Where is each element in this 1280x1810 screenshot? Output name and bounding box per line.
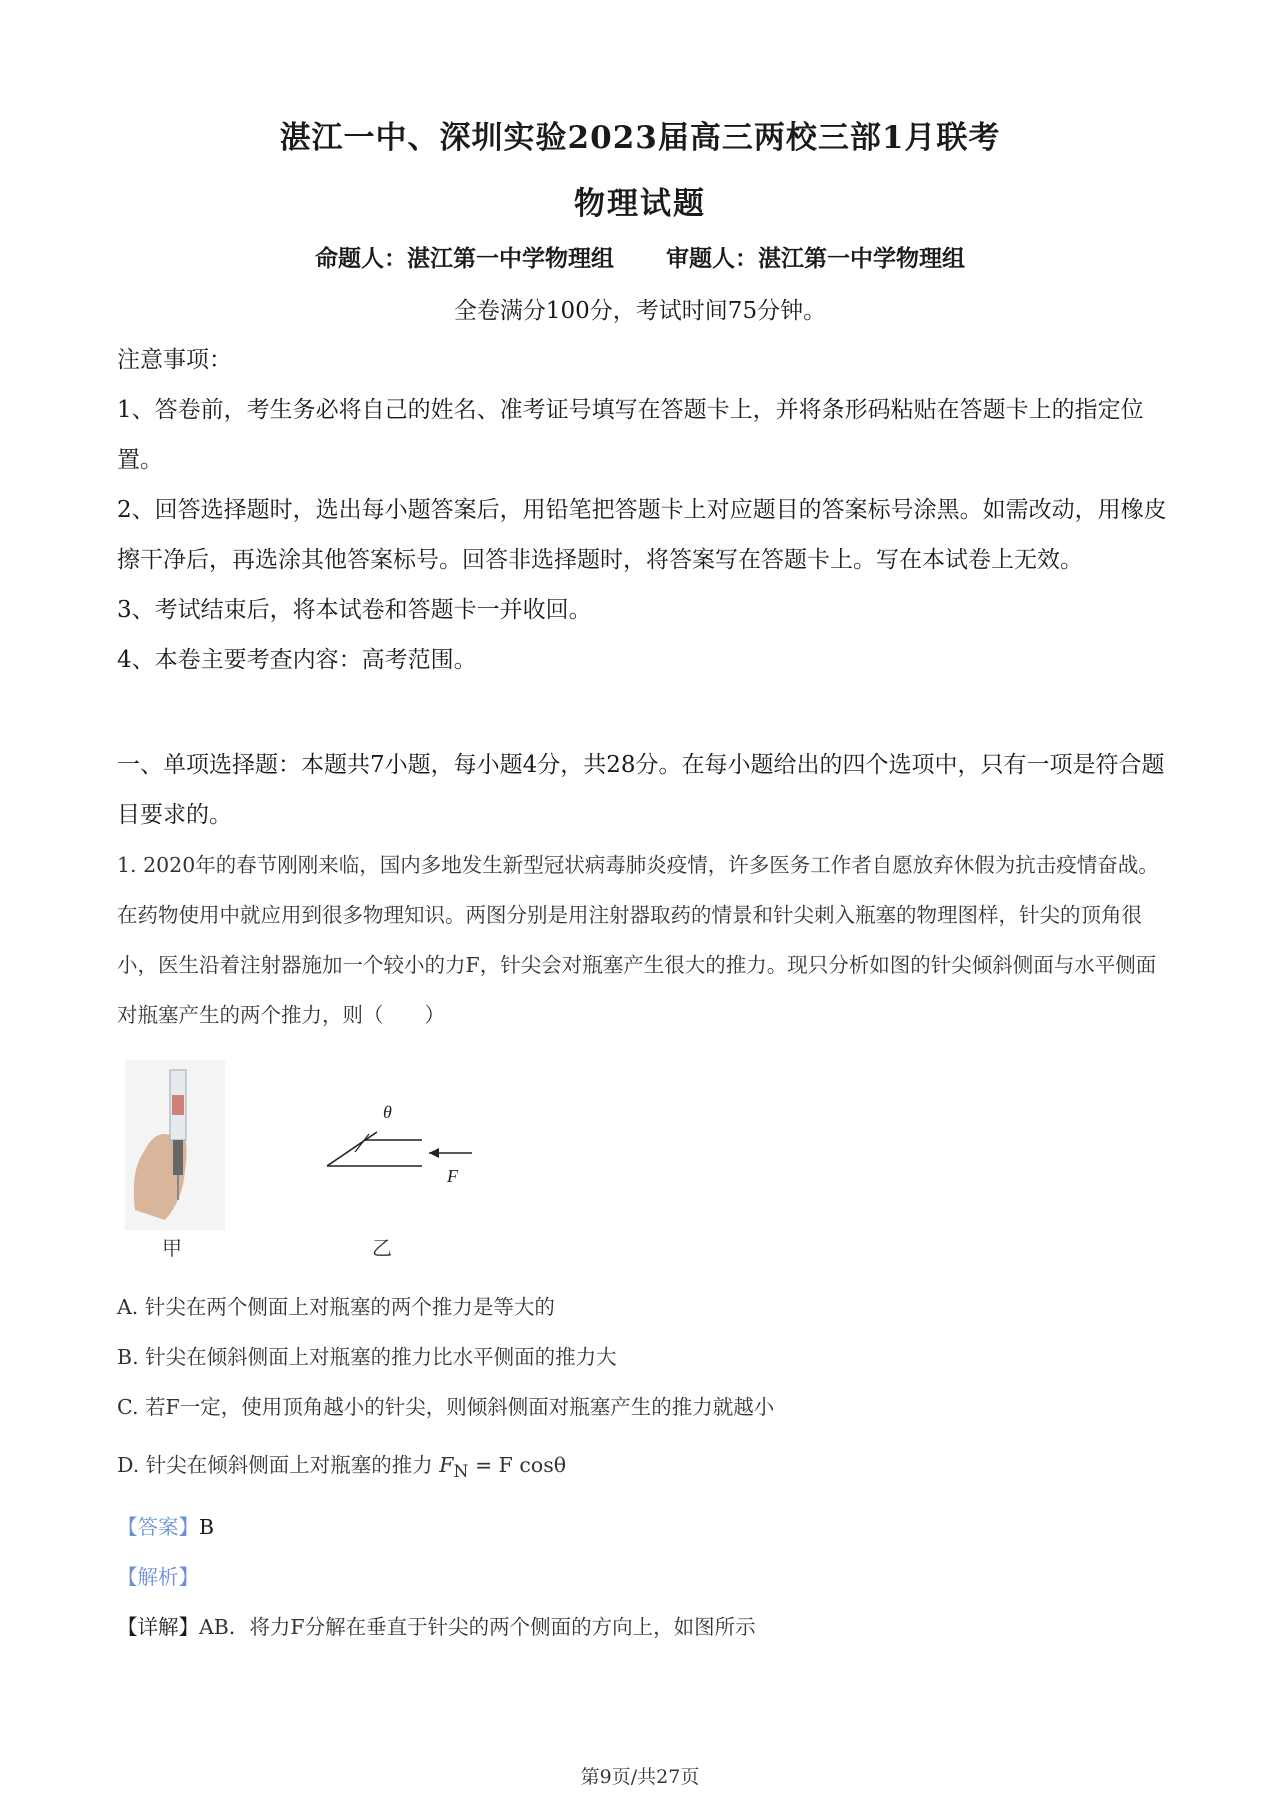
question-figure	[117, 1060, 617, 1270]
note-item: 4、本卷主要考查内容：高考范围。	[117, 647, 477, 673]
option-a: A. 针尖在两个侧面上对瓶塞的两个推力是等大的	[117, 1295, 555, 1319]
force-subscript: N	[453, 1462, 469, 1483]
answer-tag: 【答案】	[117, 1515, 199, 1539]
detail-text: AB．将力F分解在垂直于针尖的两个侧面的方向上，如图所示	[199, 1615, 756, 1639]
page-number: 第9页/共27页	[580, 1766, 700, 1788]
detail-line	[117, 1610, 756, 1640]
needle-diagram	[317, 1090, 617, 1210]
notes-list	[117, 385, 1172, 685]
exam-title: 湛江一中、深圳实验2023届高三两校三部1月联考	[279, 120, 1001, 156]
exam-subtitle: 物理试题	[574, 186, 706, 222]
theta-label: θ	[383, 1102, 392, 1122]
authors-line	[0, 240, 1280, 273]
answer-line	[117, 1510, 214, 1540]
answer-value: B	[199, 1515, 215, 1539]
force-label: F	[447, 1166, 458, 1186]
option-b: B. 针尖在倾斜侧面上对瓶塞的推力比水平侧面的推力大	[117, 1345, 617, 1369]
analysis-tag: 【解析】	[117, 1565, 199, 1589]
author-label: 命题人：湛江第一中学物理组	[315, 245, 614, 272]
option-c: C. 若F一定，使用顶角越小的针尖，则倾斜侧面对瓶塞产生的推力就越小	[117, 1395, 775, 1419]
caption-jia: 甲	[162, 1236, 182, 1260]
notes-heading: 注意事项：	[117, 347, 232, 373]
section-heading: 一、单项选择题：本题共7小题，每小题4分，共28分。在每小题给出的四个选项中，只有一项是符合题目要求的。	[117, 752, 1165, 828]
option-d-formula: = F cosθ	[468, 1453, 567, 1477]
exam-info: 全卷满分100分，考试时间75分钟。	[453, 298, 827, 324]
caption-yi: 乙	[372, 1236, 392, 1260]
force-symbol: F	[439, 1453, 454, 1477]
syringe-photo	[125, 1060, 225, 1230]
question-stem: 1. 2020年的春节刚刚来临，国内多地发生新型冠状病毒肺炎疫情，许多医务工作者自愿放弃休假为抗击疫情奋战。在药物使用中就应用到很多物理知识。两图分别是用注射器取药的情景和针尖刺入瓶塞的物理图样，针尖的顶角很小，医生沿着注射器施加一个较小的力F，针尖会对瓶塞产生很大的推力。现只分析如图的针尖倾斜侧面与水平侧面对瓶塞产生的两个推力，则（ ）	[117, 853, 1159, 1027]
note-item: 2、回答选择题时，选出每小题答案后，用铅笔把答题卡上对应题目的答案标号涂黑。如需改动，用橡皮擦干净后，再选涂其他答案标号。回答非选择题时，将答案写在答题卡上。写在本试卷上无效。	[117, 497, 1167, 573]
analysis-line	[117, 1560, 199, 1590]
option-d-text: D. 针尖在倾斜侧面上对瓶塞的推力	[117, 1453, 433, 1477]
option-d	[117, 1448, 1172, 1482]
note-item: 1、答卷前，考生务必将自己的姓名、准考证号填写在答题卡上，并将条形码粘贴在答题卡上的指定位置。	[117, 397, 1144, 473]
reviewer-label: 审题人：湛江第一中学物理组	[666, 245, 965, 272]
note-item: 3、考试结束后，将本试卷和答题卡一并收回。	[117, 597, 592, 623]
detail-tag: 【详解】	[117, 1615, 199, 1639]
